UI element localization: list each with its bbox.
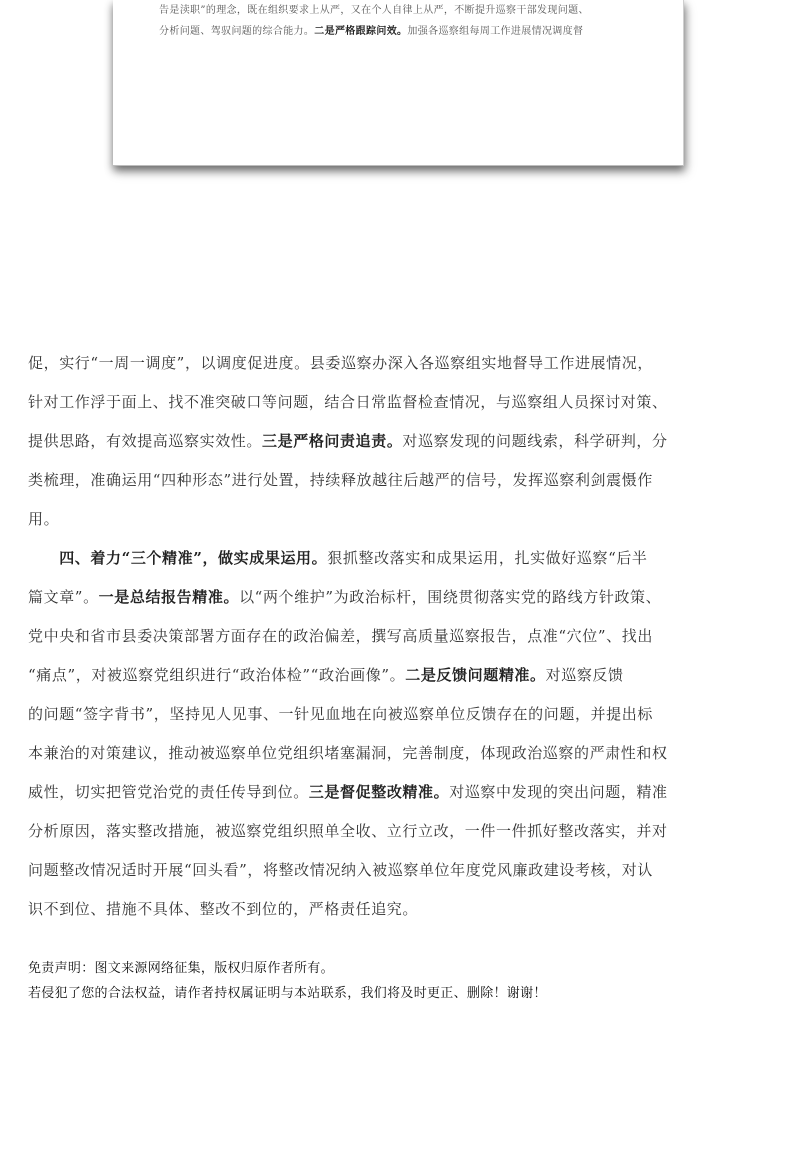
text-run: 篇文章”。 <box>28 588 99 606</box>
bold-phrase: 三是严格问责追责。 <box>262 432 403 450</box>
text-run: 提供思路，有效提高巡察实效性。 <box>28 432 263 450</box>
text-run: 加强各巡察组每周工作进展情况调度督 <box>407 26 584 37</box>
text-run: 以“两个维护”为政治标杆，围绕贯彻落实党的路线方针政策、 <box>239 588 662 606</box>
text-run: 本兼治的对策建议，推动被巡察单位党组织堵塞漏洞，完善制度，体现政治巡察的严肃性和权 <box>28 744 668 762</box>
body-line <box>28 617 773 656</box>
body-line <box>28 734 773 773</box>
text-run: 类梳理，准确运用“四种形态”进行处置，持续释放越往后越严的信号，发挥巡察利剑震慑作 <box>28 471 653 489</box>
text-run <box>28 549 59 567</box>
text-run: 威性，切实把管党治党的责任传导到位。 <box>28 783 309 801</box>
text-run: 用。 <box>28 510 60 528</box>
body-line <box>28 500 773 539</box>
text-run: 对巡察中发现的突出问题，精准 <box>449 783 668 801</box>
body-line <box>28 422 773 461</box>
body-line <box>28 578 773 617</box>
text-run: 识不到位、措施不具体、整改不到位的，严格责任追究。 <box>28 900 419 918</box>
text-run: 问题整改情况适时开展“回头看”，将整改情况纳入被巡察单位年度党风廉政建设考核，对认 <box>28 861 653 879</box>
card-text <box>159 0 659 42</box>
text-run: 分析原因，落实整改措施，被巡察党组织照单全收、立行立改，一件一件抓好整改落实，并对 <box>28 822 668 840</box>
body-line <box>28 851 773 890</box>
bold-phrase: 四、着力“三个精准”，做实成果运用。 <box>59 549 328 567</box>
body-line <box>28 539 773 578</box>
disclaimer-line-2: 若侵犯了您的合法权益，请作者持权属证明与本站联系，我们将及时更正、删除！谢谢！ <box>28 986 547 1001</box>
card-line <box>159 0 659 21</box>
body-line <box>28 773 773 812</box>
text-run: 狠抓整改落实和成果运用，扎实做好巡察“后半 <box>327 549 648 567</box>
disclaimer <box>28 956 768 1006</box>
body-line <box>28 461 773 500</box>
text-run: 分析问题、驾驭问题的综合能力。 <box>159 26 315 37</box>
text-run: 党中央和省市县委决策部署方面存在的政治偏差，撰写高质量巡察报告，点准“穴位”、找出 <box>28 627 653 645</box>
bold-phrase: 二是反馈问题精准。 <box>405 666 546 684</box>
card-line <box>159 21 659 42</box>
body-line <box>28 812 773 851</box>
text-run: 的问题“签字背书”，坚持见人见事、一针见血地在向被巡察单位反馈存在的问题，并提出标 <box>28 705 653 723</box>
disclaimer-line-1: 免责声明：图文来源网络征集，版权归原作者所有。 <box>28 961 334 976</box>
text-run: 对巡察反馈 <box>545 666 624 684</box>
body-line <box>28 656 773 695</box>
body-line <box>28 695 773 734</box>
bold-phrase: 三是督促整改精准。 <box>308 783 450 801</box>
bold-phrase: 一是总结报告精准。 <box>98 588 240 606</box>
text-run: “痛点”，对被巡察党组织进行“政治体检”“政治画像”。 <box>28 666 406 684</box>
body-line <box>28 383 773 422</box>
text-run: 针对工作浮于面上、找不准突破口等问题，结合日常监督检查情况，与巡察组人员探讨对策、 <box>28 393 668 411</box>
bold-phrase: 二是严格跟踪问效。 <box>314 26 408 37</box>
document-card <box>113 0 684 166</box>
text-run: 对巡察发现的问题线索，科学研判，分 <box>402 432 668 450</box>
text-run: 告是渎职”的理念，既在组织要求上从严，又在个人自律上从严，不断提升巡察干部发现问题、 <box>159 5 589 16</box>
body-line <box>28 890 773 929</box>
body-line <box>28 344 773 383</box>
text-run: 促，实行“一周一调度”，以调度促进度。县委巡察办深入各巡察组实地督导工作进展情况， <box>28 354 653 372</box>
article-body <box>28 344 773 929</box>
